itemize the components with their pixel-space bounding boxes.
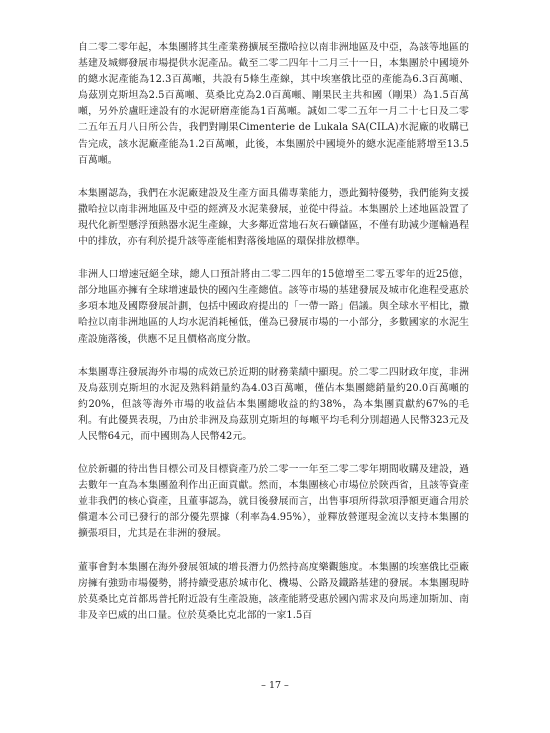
paragraph-expertise-advantage: 本集團認為，我們在水泥廠建設及生產方面具備專業能力，憑此獨特優勢，我們能夠支援撒哈拉以南非洲地區及中亞的經濟及水泥業發展，並從中得益。本集團於上述地區設置了現代化新型懸浮預熱器水泥生產線，大多鄰近當地石灰石礦儲區，不僅有助減少運輸過程中的排放，亦有利於提升該等產能相對落後地區的環保排放標準。: [78, 187, 469, 248]
paragraph-africa-market: 非洲人口增速冠絕全球，總人口預計將由二零二四年的15億增至二零五零年的近25億，部分地區亦擁有全球增速最快的國內生產總值。該等市場的基建發展及城市化進程受惠於多項本地及國際發展計劃，包括中國政府提出的「一帶一路」倡議。與全球水平相比，撒哈拉以南非洲地區的人均水泥消耗極低，僅為已發展市場的一小部分，多數國家的水泥生產設施落後，供應不足且價格高度分散。: [78, 269, 469, 345]
document-body: [78, 40, 469, 641]
paragraph-xinjiang-disposal: 位於新疆的待出售目標公司及目標資產乃於二零一一年至二零二零年期間收購及建設，過去數年一直為本集團盈利作出正面貢獻。然而，本集團核心市場位於陝西省，且該等資產並非我們的核心資產，且董事認為，就目後發展而言，出售事項所得款項淨額更適合用於償還本公司已發行的部分優先票據（利率為4.95%），並釋放營運現金流以支持本集團的擴張項目，尤其是在非洲的發展。: [78, 464, 469, 540]
page-number: – 17 –: [261, 680, 289, 691]
paragraph-financial-results: 本集團專注發展海外市場的成效已於近期的財務業績中顯現。於二零二四財政年度，非洲及烏茲別克斯坦的水泥及熟料銷量約為4.03百萬噸，僅佔本集團總銷量約20.0百萬噸的約20%，但該等海外市場的收益佔本集團總收益的約38%，為本集團貢獻約67%的毛利。有此優異表現，乃由於非洲及烏茲別克斯坦的每噸平均毛利分別超過人民幣323元及人民幣64元，而中國則為人民幣42元。: [78, 366, 469, 442]
paragraph-board-outlook: 董事會對本集團在海外發展領域的增長潛力仍然持高度樂觀態度。本集團的埃塞俄比亞廠房擁有強勁市場優勢，將持續受惠於城市化、機場、公路及鐵路基建的發展。本集團現時於莫桑比克首都馬普托附近設有生產設施，該產能將受惠於國內需求及向馬達加斯加、南非及辛巴威的出口量。位於莫桑比克北部的一家1.5百: [78, 561, 469, 621]
paragraph-overseas-expansion: 自二零二零年起，本集團將其生產業務擴展至撒哈拉以南非洲地區及中亞，為該等地區的基建及城鄉發展市場提供水泥產品。截至二零二四年十二月三十一日，本集團於中國境外的總水泥產能為12.3百萬噸，共設有5條生產線，其中埃塞俄比亞的產能為6.3百萬噸、烏茲別克斯坦為2.5百萬噸、莫桑比克為2.0百萬噸、剛果民主共和國（剛果）為1.5百萬噸，另外於盧旺達設有的水泥研磨產能為1百萬噸。誠如二零二五年一月二十七日及二零二五年五月八日所公告，我們對剛果Cimenterie de Lukala SA(CILA)水泥廠的收購已告完成，該水泥廠產能為1.2百萬噸，此後，本集團於中國境外的總水泥產能將增至13.5百萬噸。: [78, 42, 469, 166]
